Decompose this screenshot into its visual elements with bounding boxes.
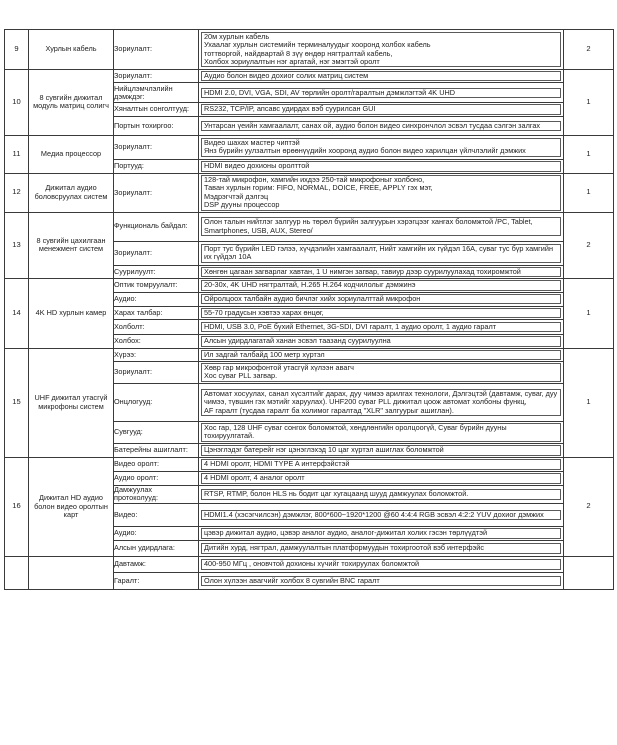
spec-value-line: Олон хүлээн авагчийг холбох 8 сувгийн BNC гаралт <box>204 575 380 585</box>
spec-value <box>201 267 561 277</box>
spec-value-cell <box>199 241 564 265</box>
item-name <box>29 556 114 589</box>
spec-value-line: Мэдрэгчтэй дэлгэц <box>204 191 269 201</box>
spec-value <box>201 161 561 171</box>
spec-label: Зориулалт: <box>114 173 199 212</box>
spec-value-line: Дитийн хурд, нягтрал, дамжуулалтын платформуудын тохиргоотой вэб интерфэйс <box>204 543 484 553</box>
item-number: 14 <box>5 279 29 348</box>
spec-value-cell <box>199 572 564 589</box>
spec-value-line: Цэнэглэдэг батерейг нэг цэнэглэхэд 10 цаг хүртэл ашиглах боломжтой <box>204 445 444 455</box>
spec-value-line: 55-70 градусын хэвтээ харах өнцөг, <box>204 307 324 317</box>
spec-value <box>201 322 561 332</box>
spec-label: Видео: <box>114 503 199 526</box>
spec-label: Батерейны ашиглалт: <box>114 443 199 457</box>
spec-value-cell <box>199 212 564 241</box>
spec-value <box>201 138 561 157</box>
spec-value <box>201 363 561 382</box>
spec-value-cell <box>199 348 564 361</box>
spec-value-line: HDMI1.4 (хэсэгчилсэн) дэмжлэг, 800*600~1920*1200 @60 4:4:4 RGB эсвэл 4:2:2 YUV дохиог дэмжих <box>204 509 544 519</box>
item-quantity: 1 <box>564 135 614 173</box>
spec-value <box>201 280 561 290</box>
spec-label: Дамжуулах протоколууд: <box>114 485 199 503</box>
spec-value <box>201 473 561 483</box>
spec-label: Суурилуулт: <box>114 265 199 278</box>
spec-value-line: 4 HDMI оролт, HDMI TYPE A интерфэйстэй <box>204 459 350 469</box>
spec-value <box>201 217 561 236</box>
table-row <box>5 556 614 572</box>
spec-value-cell <box>199 320 564 335</box>
spec-value <box>201 489 561 499</box>
spec-value <box>201 308 561 318</box>
item-number: 11 <box>5 135 29 173</box>
spec-value-cell <box>199 421 564 443</box>
spec-value <box>201 559 561 569</box>
spec-value-cell <box>199 526 564 540</box>
spec-value-cell <box>199 103 564 116</box>
spec-value-line: HDMI видео дохионы оролттой <box>204 161 310 171</box>
spec-value-cell <box>199 159 564 173</box>
spec-value-cell <box>199 540 564 556</box>
item-quantity: 1 <box>564 279 614 348</box>
spec-value <box>201 336 561 346</box>
spec-table <box>4 29 614 590</box>
spec-value-line: Порт тус бүрийн LED гэлээ, хүчдэлийн хамгаалалт, Нийт хамгийн их гүйдэл 16A, суваг тус бүр хамгийн их гүйдэл 10A <box>204 243 553 262</box>
spec-value-line: Янз бүрийн уулзалтын өрөөнүүдийн хооронд аудио болон видео харилцан үйлчлэлийг дэмжих <box>204 146 526 156</box>
spec-value-cell <box>199 457 564 471</box>
item-number: 10 <box>5 70 29 136</box>
item-quantity: 2 <box>564 212 614 278</box>
item-name: 4K HD хурлын камер <box>29 279 114 348</box>
spec-value-cell <box>199 30 564 70</box>
spec-label: Нийцлэмчлэлийн дэмждэг: <box>114 83 199 103</box>
spec-value-cell <box>199 556 564 572</box>
item-name: UHF дижитал утасгүй микрофоны систем <box>29 348 114 457</box>
table-row <box>5 212 614 241</box>
spec-value-line: 20м хурлын кабель <box>204 31 270 41</box>
spec-table-body <box>5 30 614 590</box>
spec-label: Онцлогууд: <box>114 383 199 421</box>
spec-value-cell <box>199 335 564 348</box>
spec-label: Сувгууд: <box>114 421 199 443</box>
spec-value-cell <box>199 306 564 319</box>
spec-value-line: Видео шахах мастер чиптэй <box>204 137 300 147</box>
spec-value-line: Олон талын нийтлэг залгуур нь төрөл бүрийн залгуурын хэрэгцээг хангах боломжтой /PC, Tablet, Smartphones, USB, AUX, Stereo/ <box>204 217 533 235</box>
spec-value-cell <box>199 361 564 383</box>
item-quantity <box>564 556 614 589</box>
spec-value-line: HDMI 2.0, DVI, VGA, SDI, AV төрлийн оролт/гаралтын дэмжлэгтэй 4K UHD <box>204 87 456 97</box>
item-name: Дижитал HD аудио болон видео оролтын карт <box>29 457 114 556</box>
spec-value <box>201 175 561 211</box>
spec-label: Алсын удирдлага: <box>114 540 199 556</box>
spec-value <box>201 121 561 131</box>
spec-value-cell <box>199 173 564 212</box>
spec-label: Зориулалт: <box>114 30 199 70</box>
spec-label: Зориулалт: <box>114 241 199 265</box>
spec-value <box>201 104 561 114</box>
spec-value-line: Ил задгай талбайд 100 метр хүртэл <box>204 349 325 359</box>
table-row <box>5 173 614 212</box>
item-quantity: 2 <box>564 30 614 70</box>
spec-value <box>201 294 561 304</box>
spec-value-line: 400-950 МГц , оновчтой дохионы хүчийг тохируулах боломжтой <box>204 559 420 569</box>
item-name: 8 сувгийн дижитал модуль матриц солигч <box>29 70 114 136</box>
spec-value-line: 20-30х, 4K UHD нягтралтай, H.265 H.264 кодчилолыг дэмжинэ <box>204 280 416 290</box>
spec-value <box>201 423 561 442</box>
spec-value <box>201 88 561 98</box>
spec-value-cell <box>199 383 564 421</box>
table-row <box>5 30 614 70</box>
spec-label: Аудио: <box>114 526 199 540</box>
spec-value-cell <box>199 471 564 485</box>
spec-label: Аудио оролт: <box>114 471 199 485</box>
spec-label: Портууд: <box>114 159 199 173</box>
spec-label: Зориулалт: <box>114 361 199 383</box>
table-row <box>5 348 614 361</box>
spec-value <box>201 510 561 520</box>
spec-value-line: Автомат хосуулах, санал хүсэлтийг дарах, дуу чимээ арилгах технологи, Дэлгэцтэй (давтамж, суваг, дуу чимээ, түвшин гэх мэтийг харуулах). UHF200 суваг PLL дижитал цоож автомат холбоны функц, <box>204 388 558 407</box>
spec-label: Зориулалт: <box>114 70 199 83</box>
spec-value-line: Хос суваг PLL загвар. <box>204 371 278 381</box>
spec-value-line: Унтарсан үеийн хамгаалалт, санах ой, аудио болон видео синхрончлол эсвэл тусдаа сэлгэн залгах <box>204 120 541 130</box>
item-quantity: 2 <box>564 457 614 556</box>
spec-value-cell <box>199 503 564 526</box>
spec-value <box>201 389 561 416</box>
spec-value-line: Алсын удирдлагатай ханан эсвэл таазанд суурилуулна <box>204 336 391 346</box>
item-number: 15 <box>5 348 29 457</box>
spec-label: Холбох: <box>114 335 199 348</box>
table-row <box>5 135 614 159</box>
spec-value-line: цэвэр дижитал аудио, цэвэр аналог аудио, аналог-дижитал холих гэсэн төрлүүдтэй <box>204 528 488 538</box>
spec-value <box>201 350 561 360</box>
item-name: Хурлын кабель <box>29 30 114 70</box>
spec-value-cell <box>199 116 564 135</box>
spec-label: Давтамж: <box>114 556 199 572</box>
spec-value-line: Хөнгөн цагаан загварлаг хавтан, 1 U нимгэн загвар, тавиур дээр суурилуулахад тохиромжтой <box>204 266 521 276</box>
spec-value-line: тоттворгой, найдвартай 8 зүү өндөр нягтралтай кабель, <box>204 48 393 58</box>
spec-value-line: 4 HDMI оролт, 4 аналог оролт <box>204 473 305 483</box>
spec-label: Функциональ байдал: <box>114 212 199 241</box>
spec-label: Харах талбар: <box>114 306 199 319</box>
spec-label: Холболт: <box>114 320 199 335</box>
spec-value-line: Ухаалаг хурлын системийн терминалуудыг хооронд холбох кабель <box>204 40 431 50</box>
spec-value-cell <box>199 83 564 103</box>
item-number <box>5 556 29 589</box>
spec-value <box>201 71 561 81</box>
spec-label: Оптик томруулалт: <box>114 279 199 292</box>
table-row <box>5 457 614 471</box>
spec-value <box>201 543 561 553</box>
spec-label: Видео оролт: <box>114 457 199 471</box>
spec-value-cell <box>199 443 564 457</box>
spec-value-line: Холбох зориулалтын нэг аргатай, нэг эмэгтэй оролт <box>204 56 380 66</box>
item-quantity: 1 <box>564 173 614 212</box>
spec-value-line: Ойролцоох талбайн аудио бичлэг хийх зориулалттай микрофон <box>204 293 421 303</box>
spec-label: Аудио: <box>114 292 199 306</box>
spec-value-line: RTSP, RTMP, болон HLS нь бодит цаг хугацаанд шууд дамжуулах боломжтой. <box>204 489 469 499</box>
item-number: 13 <box>5 212 29 278</box>
item-name: Медиа процессор <box>29 135 114 173</box>
spec-value-line: DSP дууны процессор <box>204 200 280 210</box>
spec-value <box>201 445 561 455</box>
item-quantity: 1 <box>564 348 614 457</box>
spec-label: Портын тохиргоо: <box>114 116 199 135</box>
spec-value-cell <box>199 485 564 503</box>
spec-value <box>201 459 561 469</box>
table-row <box>5 70 614 83</box>
spec-value-line: AF гаралт (тусдаа гаралт ба холимог гаралтад "XLR" залгуурыг ашиглан). <box>204 405 454 415</box>
item-name: 8 сувгийн цахилгаан менежмент систем <box>29 212 114 278</box>
item-quantity: 1 <box>564 70 614 136</box>
spec-value-cell <box>199 292 564 306</box>
spec-value <box>201 576 561 586</box>
spec-value <box>201 244 561 263</box>
table-row <box>5 279 614 292</box>
spec-value-cell <box>199 265 564 278</box>
spec-value-line: Хөвр гар микрофонтой утасгүй хүлээн авагч <box>204 362 354 372</box>
spec-value-cell <box>199 135 564 159</box>
spec-value-line: 128-тай микрофон, хамгийн ихдээ 250-тай микрофоныг холбоно, <box>204 174 425 184</box>
item-number: 16 <box>5 457 29 556</box>
spec-value-line: RS232, TCP/IP, апсавс удирдах вэб суурилсан GUI <box>204 104 376 114</box>
spec-value <box>201 528 561 538</box>
spec-value <box>201 32 561 68</box>
item-name: Дижитал аудио боловсруулах систем <box>29 173 114 212</box>
spec-value-line: Таван хурлын горим: FIFO, NORMAL, DOICE, FREE, APPLY гэх мэт, <box>204 183 433 193</box>
spec-value-line: HDMI, USB 3.0, PoE бүхий Ethernet, 3G-SDI, DVI гаралт, 1 аудио оролт, 1 аудио гаралт <box>204 321 497 331</box>
item-number: 12 <box>5 173 29 212</box>
spec-label: Зориулалт: <box>114 135 199 159</box>
spec-value-line: Аудио болон видео дохиог солих матриц систем <box>204 71 369 80</box>
item-number: 9 <box>5 30 29 70</box>
spec-label: Гаралт: <box>114 572 199 589</box>
spec-value-cell <box>199 279 564 292</box>
spec-label: Хяналтын сонголтууд: <box>114 103 199 116</box>
spec-label: Хүрээ: <box>114 348 199 361</box>
spec-value-cell <box>199 70 564 83</box>
spec-value-line: Хос гар, 128 UHF суваг сонгох боломжтой, хөндлөнгийн оролцоогүй, Суваг бүрийн дууны тохируулгатай. <box>204 422 507 441</box>
